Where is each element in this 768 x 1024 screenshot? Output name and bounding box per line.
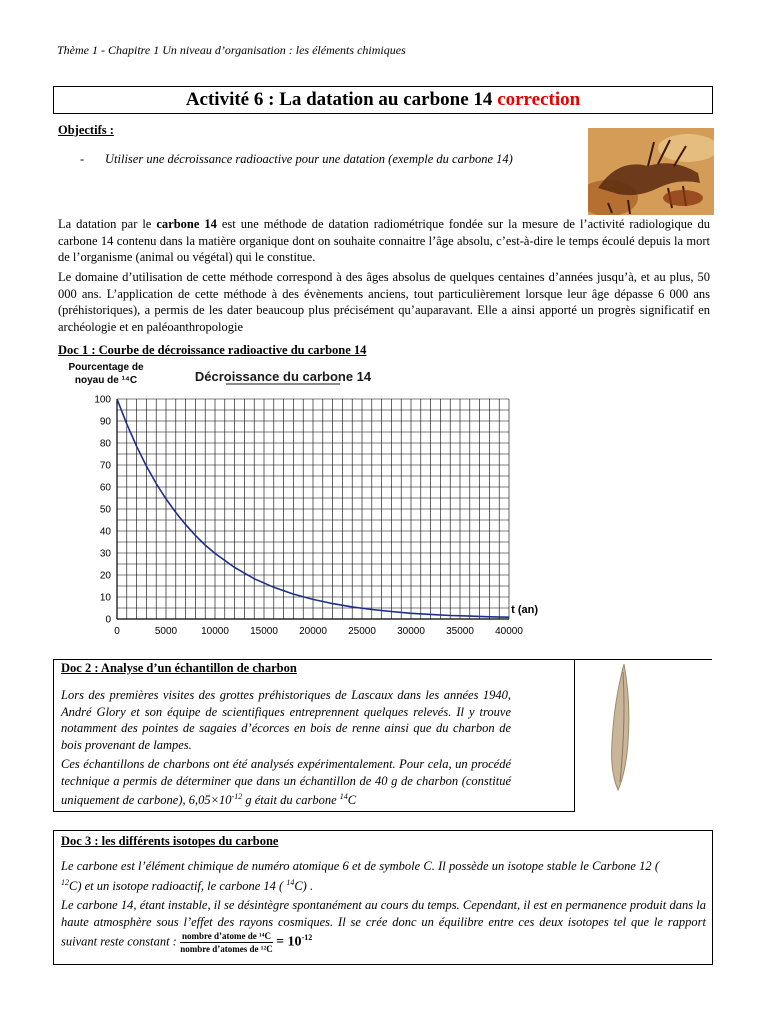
title-correction: correction — [497, 89, 581, 110]
doc2-paragraph-2: Ces échantillons de charbons ont été analysés expérimentalement. Pour cela, un procédé technique a permis de déterminer que dans un échantillon de 40 g de charbon (constitué uniquement de carbone), $6,05\times 10^{-12}$ g était du carbone $^{14}$C — [61, 757, 511, 808]
intro-paragraph-2: Le domaine d’utilisation de cette méthode correspond à des âges absolus de quelques centaines d’années jusqu’à, et au plus, 50 000 ans. L’application de cette méthode à des évènements anciens, tout particulièrement lorsque leur âge dépasse 6 000 ans (préhistoriques), a permis de les dater beaucoup plus précisément qu’auparavant. Elle a ainsi apporté un progrès significatif en archéologie et en paléoanthropologie — [58, 270, 710, 334]
y-tick-label: 10 — [99, 592, 111, 604]
x-tick-label: 40000 — [495, 626, 523, 637]
x-tick-label: 30000 — [397, 626, 425, 637]
y-tick-label: 40 — [99, 526, 111, 538]
y-tick-label: 30 — [99, 548, 111, 560]
y-tick-label: 20 — [99, 570, 111, 582]
title-main: Activité 6 : La datation au carbone 14 — [185, 89, 493, 110]
x-tick-label: 15000 — [250, 626, 278, 637]
doc3-title: Doc 3 : les différents isotopes du carbone — [61, 834, 279, 848]
y-tick-label: 0 — [105, 614, 111, 626]
y-axis-label-line2: noyau de ¹⁴C — [74, 375, 138, 386]
doc2-paragraph-1: Lors des premières visites des grottes préhistoriques de Lascaux dans les années 1940, André Glory et son équipe de scientifiques entreprennent quelques relevés. Il y trouve notamment des pointes de sagaies d’écorces en bois de renne ainsi que du charbon de bois provenant de lampes. — [61, 688, 511, 752]
y-tick-label: 100 — [94, 394, 111, 406]
intro-paragraph-1: La datation par le carbone 14 est une méthode de datation radiométrique fondée sur la mesure de l’activité radiologique du carbone 14 contenu dans la matière organique dont on souhaite connaitre l’âge absolu, c’est-à-dire le temps écoulé depuis la mort de l’organisme (animal ou végétal) qui le constitue. — [58, 217, 710, 264]
x-tick-label: 35000 — [446, 626, 474, 637]
y-tick-label: 80 — [99, 438, 111, 450]
x-axis-label: t (an) — [511, 604, 538, 616]
x-tick-label: 0 — [114, 626, 120, 637]
objectifs-label: Objectifs : — [58, 123, 114, 137]
x-tick-label: 10000 — [201, 626, 229, 637]
x-tick-label: 5000 — [154, 626, 178, 637]
x-tick-label: 20000 — [299, 626, 327, 637]
y-tick-label: 70 — [99, 460, 111, 472]
spear-point-image — [596, 662, 640, 792]
page-title — [53, 86, 713, 114]
y-tick-label: 50 — [99, 504, 111, 516]
chart-title: Décroissance du carbone 14 — [194, 369, 372, 384]
doc3-paragraph-1: Le carbone est l’élément chimique de numéro atomique 6 et de symbole C. Il possède un isotope stable le Carbone 12 ( $^{12}$C) et un isotope radioactif, le carbone 14 ( $^{14}$C) . — [61, 859, 659, 893]
doc3-paragraph-2: Le carbone 14, étant instable, il se désintègre spontanément au cours du temps. Cependant, il est en permanence produit dans la haute atmosphère sous l’effet des rayons cosmiques. Il se crée donc un équilibre entre ces deux isotopes tel que le rapport suivant reste constant : $\frac{\text{nombre d’atome de ¹⁴C}}{\text{nombre d’atomes de ¹²C}}$ = $10^{-12}$ — [61, 898, 706, 954]
y-tick-label: 60 — [99, 482, 111, 494]
decay-chart — [58, 358, 538, 642]
y-tick-label: 90 — [99, 416, 111, 428]
doc1-title: Doc 1 : Courbe de décroissance radioactive du carbone 14 — [58, 343, 367, 357]
page-header: Thème 1 - Chapitre 1 Un niveau d’organisation : les éléments chimiques — [57, 43, 406, 57]
objectif-item: - Utiliser une décroissance radioactive pour une datation (exemple du carbone 14) — [80, 152, 513, 166]
doc2-title: Doc 2 : Analyse d’un échantillon de charbon — [61, 661, 297, 675]
y-axis-label-line1: Pourcentage de — [68, 362, 144, 373]
isotope-ratio-fraction: $\frac{\text{nombre d’atome de ¹⁴C}}{\text{nombre d’atomes de ¹²C}}$ — [180, 931, 273, 954]
x-tick-label: 25000 — [348, 626, 376, 637]
lascaux-painting-image — [588, 128, 714, 215]
objectif-text: Utiliser une décroissance radioactive pour une datation (exemple du carbone 14) — [105, 152, 513, 166]
